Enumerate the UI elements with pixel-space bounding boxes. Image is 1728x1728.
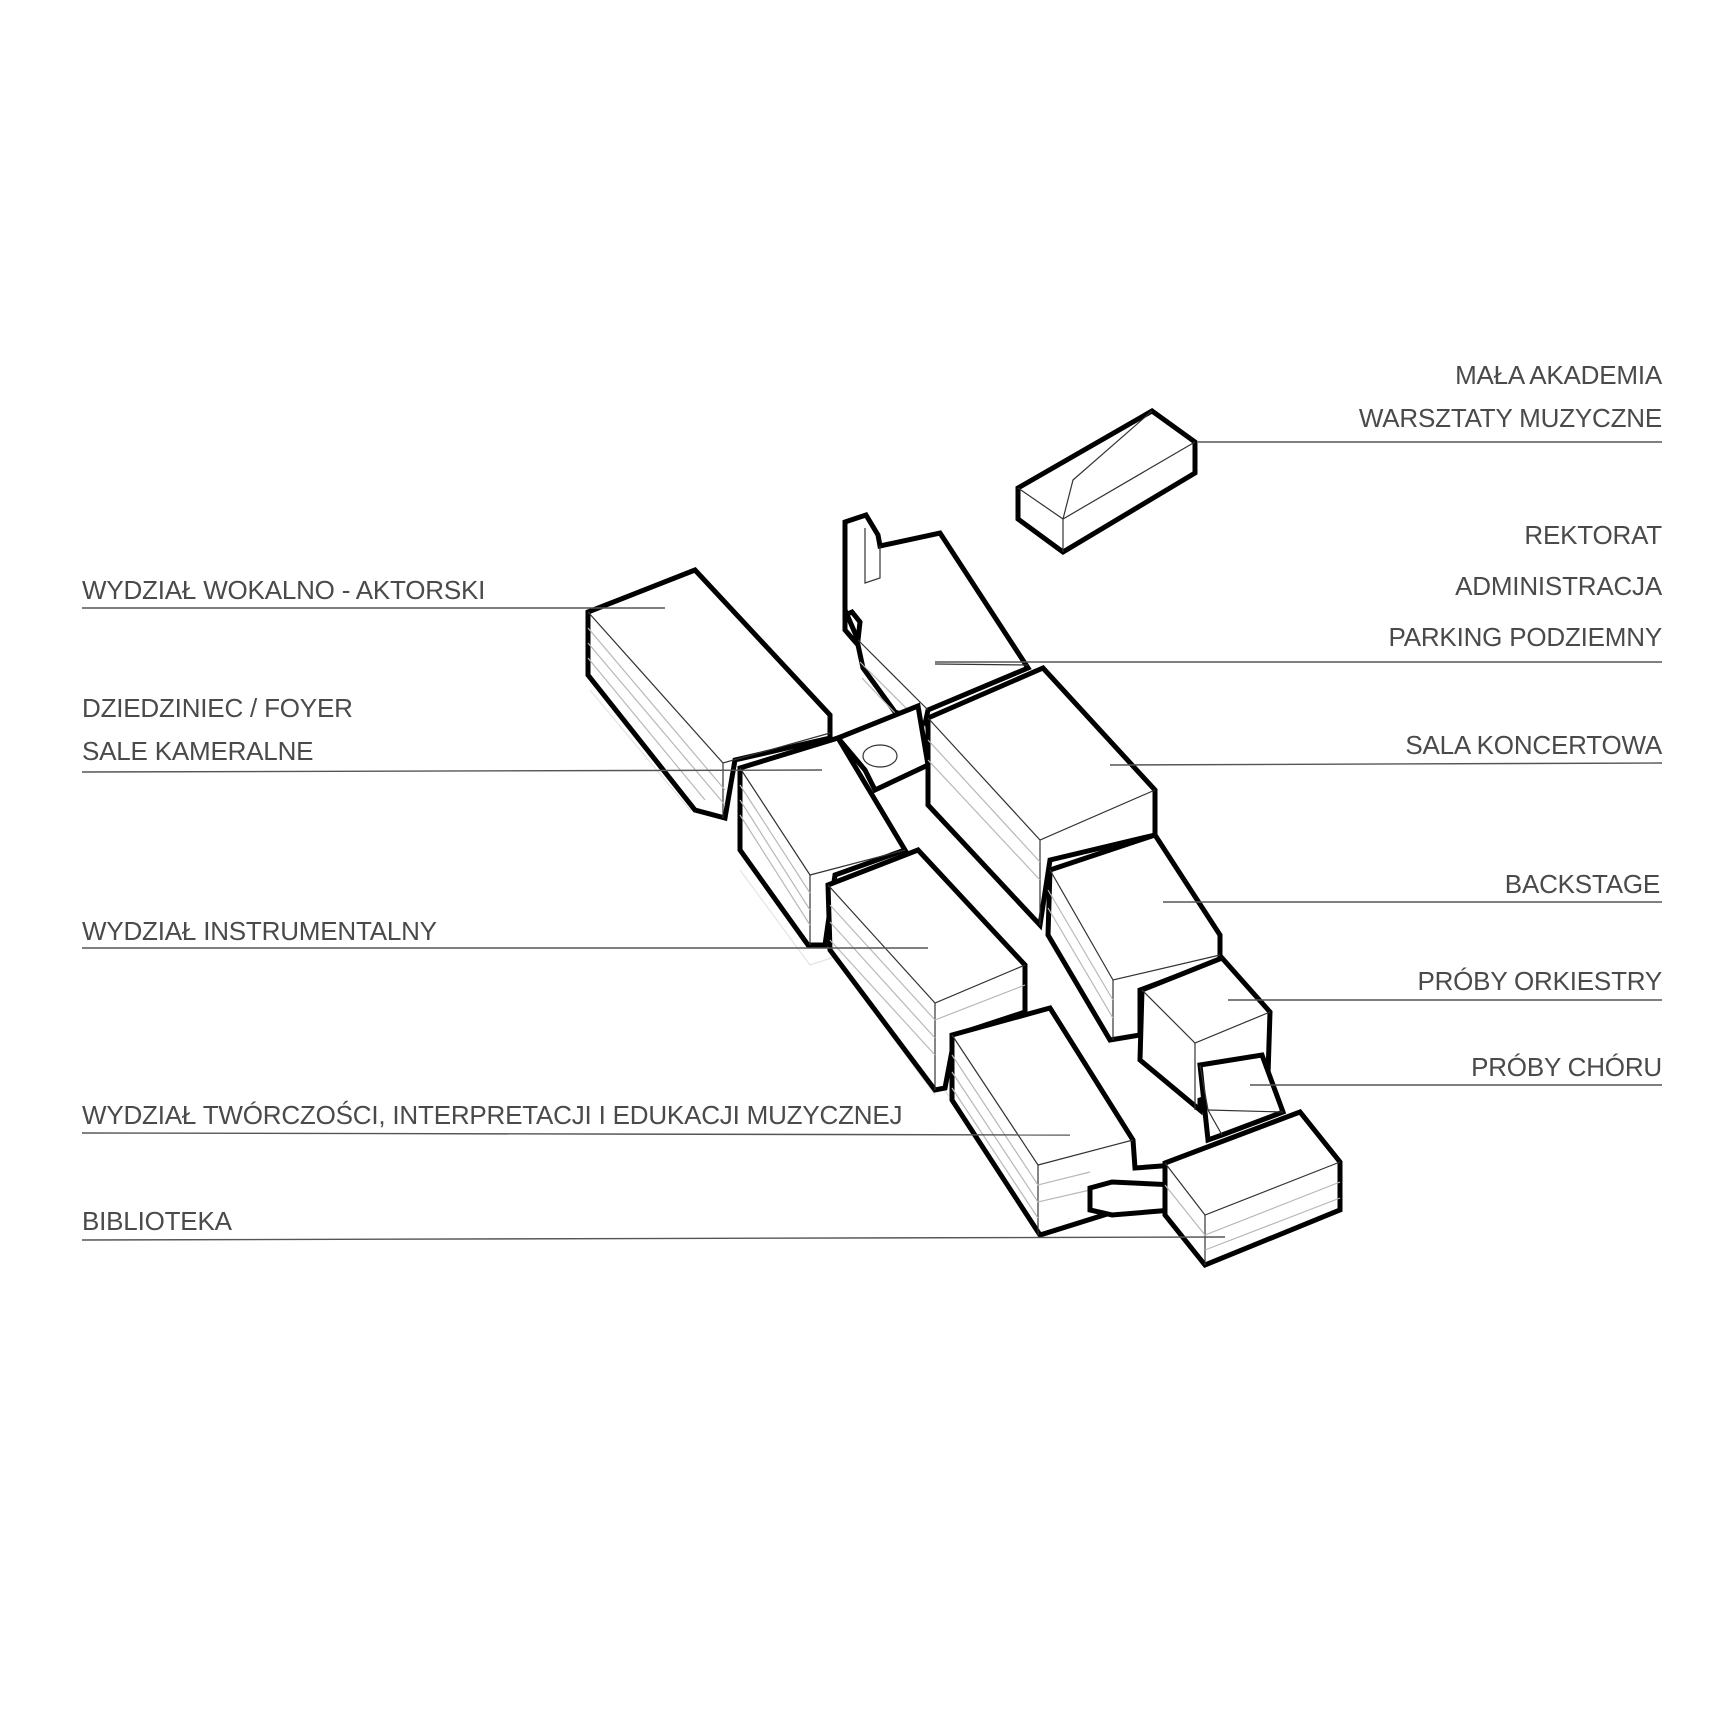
label-instrumentalny: WYDZIAŁ INSTRUMENTALNY bbox=[82, 916, 437, 946]
leader-tworczosci bbox=[82, 1133, 1070, 1135]
label-mala-akademia-line2: WARSZTATY MUZYCZNE bbox=[1358, 403, 1662, 433]
label-biblioteka: BIBLIOTEKA bbox=[82, 1206, 232, 1236]
labels-right bbox=[1359, 360, 1663, 1082]
block-mala-akademia bbox=[1018, 411, 1195, 552]
label-mala-akademia-line1: MAŁA AKADEMIA bbox=[1455, 360, 1662, 390]
leader-sala-koncertowa bbox=[1110, 763, 1662, 765]
label-wokalno: WYDZIAŁ WOKALNO - AKTORSKI bbox=[82, 575, 486, 605]
label-rektorat-line1: REKTORAT bbox=[1524, 520, 1662, 550]
leader-biblioteka bbox=[82, 1237, 1225, 1240]
label-dziedziniec-line2: SALE KAMERALNE bbox=[82, 736, 314, 766]
building-masses bbox=[588, 411, 1340, 1265]
block-biblioteka bbox=[1165, 1112, 1340, 1265]
label-sala-koncertowa: SALA KONCERTOWA bbox=[1405, 730, 1662, 760]
label-proby-choru: PRÓBY CHÓRU bbox=[1471, 1052, 1662, 1082]
label-proby-orkiestry: PRÓBY ORKIESTRY bbox=[1417, 966, 1662, 996]
label-rektorat-line3: PARKING PODZIEMNY bbox=[1388, 622, 1662, 652]
label-rektorat-line2: ADMINISTRACJA bbox=[1455, 571, 1662, 601]
label-tworczosci: WYDZIAŁ TWÓRCZOŚCI, INTERPRETACJI I EDUKACJI MUZYCZNEJ bbox=[82, 1100, 903, 1130]
connector-bridge bbox=[1090, 1182, 1175, 1215]
label-dziedziniec-line1: DZIEDZINIEC / FOYER bbox=[82, 693, 353, 723]
label-backstage: BACKSTAGE bbox=[1504, 869, 1660, 899]
